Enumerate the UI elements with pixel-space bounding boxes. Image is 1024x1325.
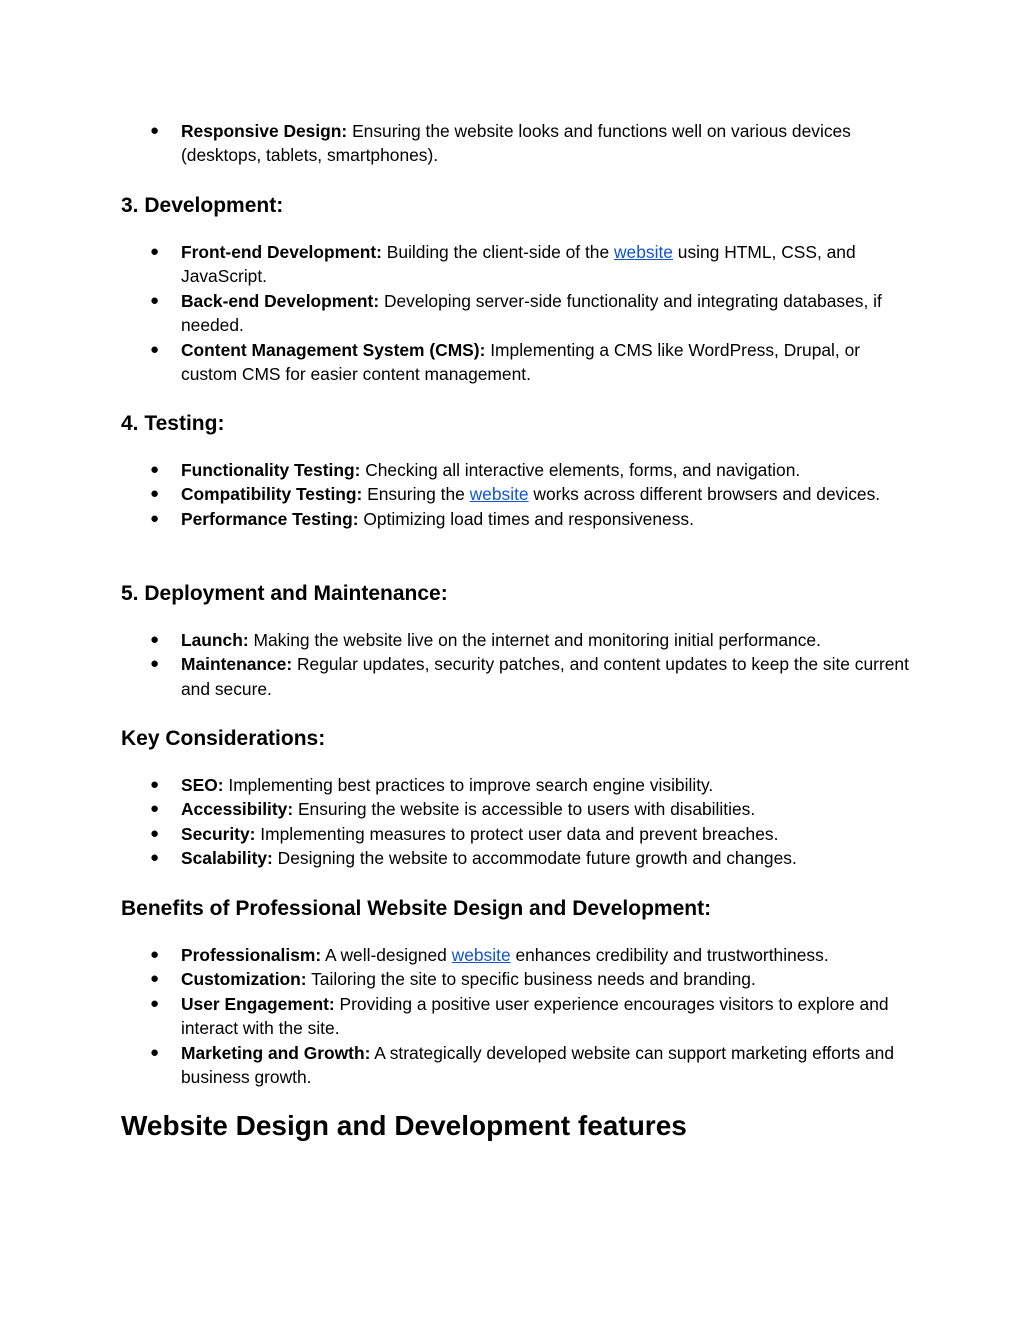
- item-term: Security:: [181, 823, 256, 844]
- development-list: [121, 240, 911, 386]
- website-link[interactable]: website: [451, 945, 511, 965]
- item-text: Tailoring the site to specific business needs and branding.: [306, 969, 756, 990]
- item-term: Back-end Development:: [181, 290, 380, 311]
- bullet-icon: ●: [150, 461, 160, 478]
- list-item: [121, 482, 911, 506]
- item-text: Regular updates, security patches, and content updates to keep the site current and secure.: [181, 654, 909, 699]
- list-item: [121, 967, 911, 991]
- item-term: SEO:: [181, 775, 224, 795]
- item-text: enhances credibility and trustworthiness.: [510, 945, 829, 965]
- section-heading-deployment: 5. Deployment and Maintenance:: [121, 582, 448, 605]
- features-title: Website Design and Development features: [121, 1110, 687, 1141]
- bullet-icon: ●: [150, 776, 160, 793]
- item-text: Ensuring the website is accessible to users with disabilities.: [293, 799, 756, 820]
- bullet-icon: ●: [150, 122, 160, 139]
- item-term: Professionalism:: [181, 945, 322, 965]
- item-text: Developing server-side functionality and integrating databases, if needed.: [181, 290, 882, 336]
- section-heading-development: 3. Development:: [121, 194, 284, 217]
- list-item: [121, 1041, 911, 1090]
- list-item: [121, 992, 911, 1041]
- bullet-icon: ●: [150, 509, 160, 527]
- bullet-icon: ●: [150, 849, 160, 867]
- item-term: Scalability:: [181, 848, 273, 869]
- bullet-icon: ●: [150, 243, 160, 260]
- item-text: Ensuring the website looks and functions well on various devices (desktops, tablets, smartphones).: [181, 121, 851, 166]
- bullet-icon: ●: [150, 291, 160, 309]
- item-term: Customization:: [181, 969, 307, 990]
- list-item: [121, 846, 911, 870]
- list-item: [121, 822, 911, 846]
- bullet-icon: ●: [150, 994, 160, 1012]
- bullet-icon: ●: [150, 485, 160, 503]
- item-text: using HTML, CSS, and JavaScript.: [181, 242, 856, 287]
- list-item: [121, 289, 911, 338]
- item-text: Implementing a CMS like WordPress, Drupal, or custom CMS for easier content management.: [181, 339, 861, 385]
- considerations-list: [121, 773, 911, 871]
- list-item: [121, 338, 911, 387]
- bullet-icon: ●: [150, 800, 160, 818]
- list-item: [121, 458, 911, 482]
- list-item: [121, 628, 911, 652]
- list-item: [121, 943, 911, 967]
- list-item: [121, 652, 911, 701]
- list-item: [121, 119, 911, 168]
- item-term: Performance Testing:: [181, 508, 359, 529]
- bullet-icon: ●: [150, 1043, 160, 1061]
- bullet-icon: ●: [150, 631, 160, 648]
- item-text: Optimizing load times and responsiveness.: [358, 508, 694, 529]
- item-text: Building the client-side of the: [381, 242, 614, 262]
- design-list: [121, 119, 911, 168]
- item-text: works across different browsers and devices.: [528, 484, 881, 505]
- list-item: [121, 797, 911, 821]
- section-heading-benefits: Benefits of Professional Website Design and Development:: [121, 897, 712, 920]
- item-text: Ensuring the: [362, 484, 470, 505]
- bullet-icon: ●: [150, 340, 160, 358]
- section-heading-considerations: Key Considerations:: [121, 727, 326, 750]
- benefits-list: [121, 943, 911, 1089]
- bullet-icon: ●: [150, 946, 160, 963]
- bullet-icon: ●: [150, 655, 160, 673]
- testing-list: [121, 458, 911, 531]
- item-term: Compatibility Testing:: [181, 484, 363, 505]
- item-term: Accessibility:: [181, 799, 294, 820]
- list-item: [121, 507, 911, 531]
- deployment-list: [121, 628, 911, 701]
- item-text: A strategically developed website can support marketing efforts and business growth.: [181, 1042, 895, 1088]
- item-term: Functionality Testing:: [181, 460, 361, 480]
- item-term: Maintenance:: [181, 654, 293, 675]
- bullet-icon: ●: [150, 970, 160, 988]
- item-term: Content Management System (CMS):: [181, 339, 486, 360]
- item-text: Implementing best practices to improve search engine visibility.: [223, 775, 714, 795]
- list-item: [121, 773, 911, 797]
- item-text: Checking all interactive elements, forms, and navigation.: [360, 460, 801, 480]
- bullet-icon: ●: [150, 824, 160, 842]
- website-link[interactable]: website: [613, 242, 673, 262]
- item-term: Marketing and Growth:: [181, 1042, 371, 1063]
- item-text: Providing a positive user experience encourages visitors to explore and interact with the site.: [181, 993, 889, 1039]
- item-term: Responsive Design:: [181, 121, 348, 141]
- item-text: A well-designed: [321, 945, 452, 965]
- item-text: Designing the website to accommodate future growth and changes.: [272, 848, 797, 869]
- item-term: User Engagement:: [181, 993, 335, 1014]
- item-text: Implementing measures to protect user data and prevent breaches.: [255, 823, 779, 844]
- section-heading-testing: 4. Testing:: [121, 412, 225, 435]
- item-text: Making the website live on the internet and monitoring initial performance.: [248, 630, 821, 650]
- list-item: [121, 240, 911, 289]
- item-term: Front-end Development:: [181, 242, 382, 262]
- item-term: Launch:: [181, 630, 249, 650]
- website-link[interactable]: website: [469, 484, 529, 505]
